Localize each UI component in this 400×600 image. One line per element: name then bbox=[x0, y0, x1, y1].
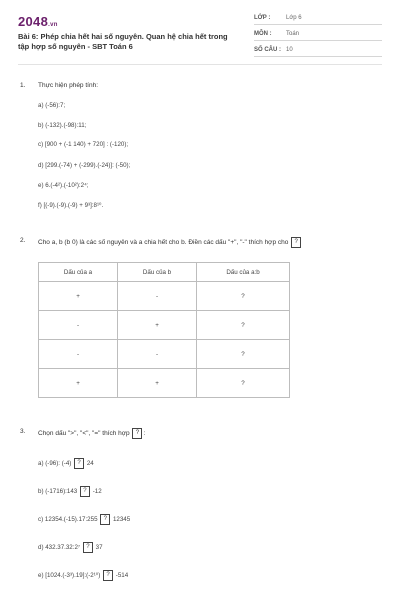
answer-placeholder-box[interactable]: ? bbox=[80, 486, 90, 497]
document-title: Bài 6: Phép chia hết hai số nguyên. Quan hệ chia hết trong tập hợp số nguyên - SBT Toán 6 bbox=[18, 32, 228, 51]
table-cell[interactable]: ? bbox=[197, 311, 290, 340]
q3-item-a bbox=[38, 458, 94, 469]
q1-item-d: d) [299.(-74) + (-299).(-24)]: (-50); bbox=[38, 162, 131, 169]
q3-item-right: 24 bbox=[86, 460, 94, 468]
question-text: Thực hiện phép tính: bbox=[38, 82, 99, 89]
question-number: 3. bbox=[20, 428, 26, 435]
q3-item-right: -12 bbox=[92, 488, 102, 496]
answer-placeholder-box[interactable]: ? bbox=[83, 542, 93, 553]
brand-name: 2048 bbox=[18, 14, 49, 29]
question-text: Chọn dấu ">", "<", "=" thích hợp ? : bbox=[38, 430, 146, 438]
table-cell: - bbox=[118, 340, 197, 369]
q3-item-d bbox=[38, 542, 103, 553]
q3-item-b bbox=[38, 486, 102, 497]
document-header bbox=[18, 10, 382, 65]
q3-item-left: c) 12354.(-15).17:255 bbox=[38, 516, 98, 524]
question-text-body: Cho a, b (b 0) là các số nguyên và a chia hết cho b. Điền các dấu "+", "-" thích hợp cho bbox=[38, 239, 289, 247]
table-header-row bbox=[39, 263, 290, 282]
table-cell[interactable]: ? bbox=[197, 369, 290, 398]
table-cell: + bbox=[118, 369, 197, 398]
q3-item-c bbox=[38, 514, 130, 525]
q3-item-left: e) [1024.(-3³).19]:(-2¹⁰) bbox=[38, 572, 101, 580]
meta-count-label: SỐ CÂU : bbox=[254, 47, 281, 53]
q1-item-e: e) 6.(-4²).(-10²):2⁴; bbox=[38, 182, 89, 189]
question-number: 2. bbox=[20, 237, 26, 244]
answer-placeholder-box[interactable]: ? bbox=[132, 428, 142, 439]
table-row bbox=[39, 282, 290, 311]
table-cell: + bbox=[118, 311, 197, 340]
meta-subject-value: Toán bbox=[286, 31, 300, 37]
question-number: 1. bbox=[20, 82, 26, 89]
meta-subject-row bbox=[254, 28, 382, 41]
brand-suffix: .vn bbox=[48, 22, 58, 28]
q3-item-e bbox=[38, 570, 128, 581]
answer-placeholder-box[interactable]: ? bbox=[74, 458, 84, 469]
meta-subject-label: MÔN : bbox=[254, 31, 272, 37]
table-cell[interactable]: ? bbox=[197, 340, 290, 369]
table-row bbox=[39, 340, 290, 369]
table-cell[interactable]: ? bbox=[197, 282, 290, 311]
table-row bbox=[39, 369, 290, 398]
table-header-cell: Dấu của a bbox=[39, 263, 118, 282]
table-cell: + bbox=[39, 369, 118, 398]
q1-item-c: c) [900 + (-1 140) + 720] : (-120); bbox=[38, 141, 129, 148]
q1-item-f: f) [(-9).(-9).(-9) + 9³]:8¹⁰. bbox=[38, 202, 104, 209]
meta-class-label: LỚP : bbox=[254, 15, 271, 21]
answer-placeholder-box[interactable]: ? bbox=[100, 514, 110, 525]
q3-item-right: 37 bbox=[95, 544, 103, 552]
meta-count-value: 10 bbox=[286, 47, 293, 53]
table-header-cell: Dấu của a:b bbox=[197, 263, 290, 282]
question-text bbox=[38, 237, 302, 248]
question-text-body: Chọn dấu ">", "<", "=" thích hợp bbox=[38, 430, 130, 438]
q3-item-left: d) 432.37.32:2⁷ bbox=[38, 544, 81, 552]
answer-placeholder-box[interactable]: ? bbox=[291, 237, 301, 248]
sign-table bbox=[38, 262, 290, 398]
meta-count-row bbox=[254, 44, 382, 57]
table-cell: + bbox=[39, 282, 118, 311]
q1-item-a: a) (-56):7; bbox=[38, 102, 66, 109]
meta-class-row bbox=[254, 12, 382, 25]
table-cell: - bbox=[39, 311, 118, 340]
table-cell: - bbox=[39, 340, 118, 369]
q3-item-left: a) (-96): (-4) bbox=[38, 460, 72, 468]
q3-item-right: 12345 bbox=[112, 516, 131, 524]
brand-logo[interactable] bbox=[18, 14, 58, 29]
meta-class-value: Lớp 6 bbox=[286, 15, 302, 21]
q3-item-right: -514 bbox=[115, 572, 129, 580]
table-row bbox=[39, 311, 290, 340]
table-header-cell: Dấu của b bbox=[118, 263, 197, 282]
answer-placeholder-box[interactable]: ? bbox=[103, 570, 113, 581]
document-meta bbox=[254, 12, 382, 60]
table-cell: - bbox=[118, 282, 197, 311]
q1-item-b: b) (-132).(-98):11; bbox=[38, 122, 87, 129]
q3-item-left: b) (-1716):143 bbox=[38, 488, 78, 496]
